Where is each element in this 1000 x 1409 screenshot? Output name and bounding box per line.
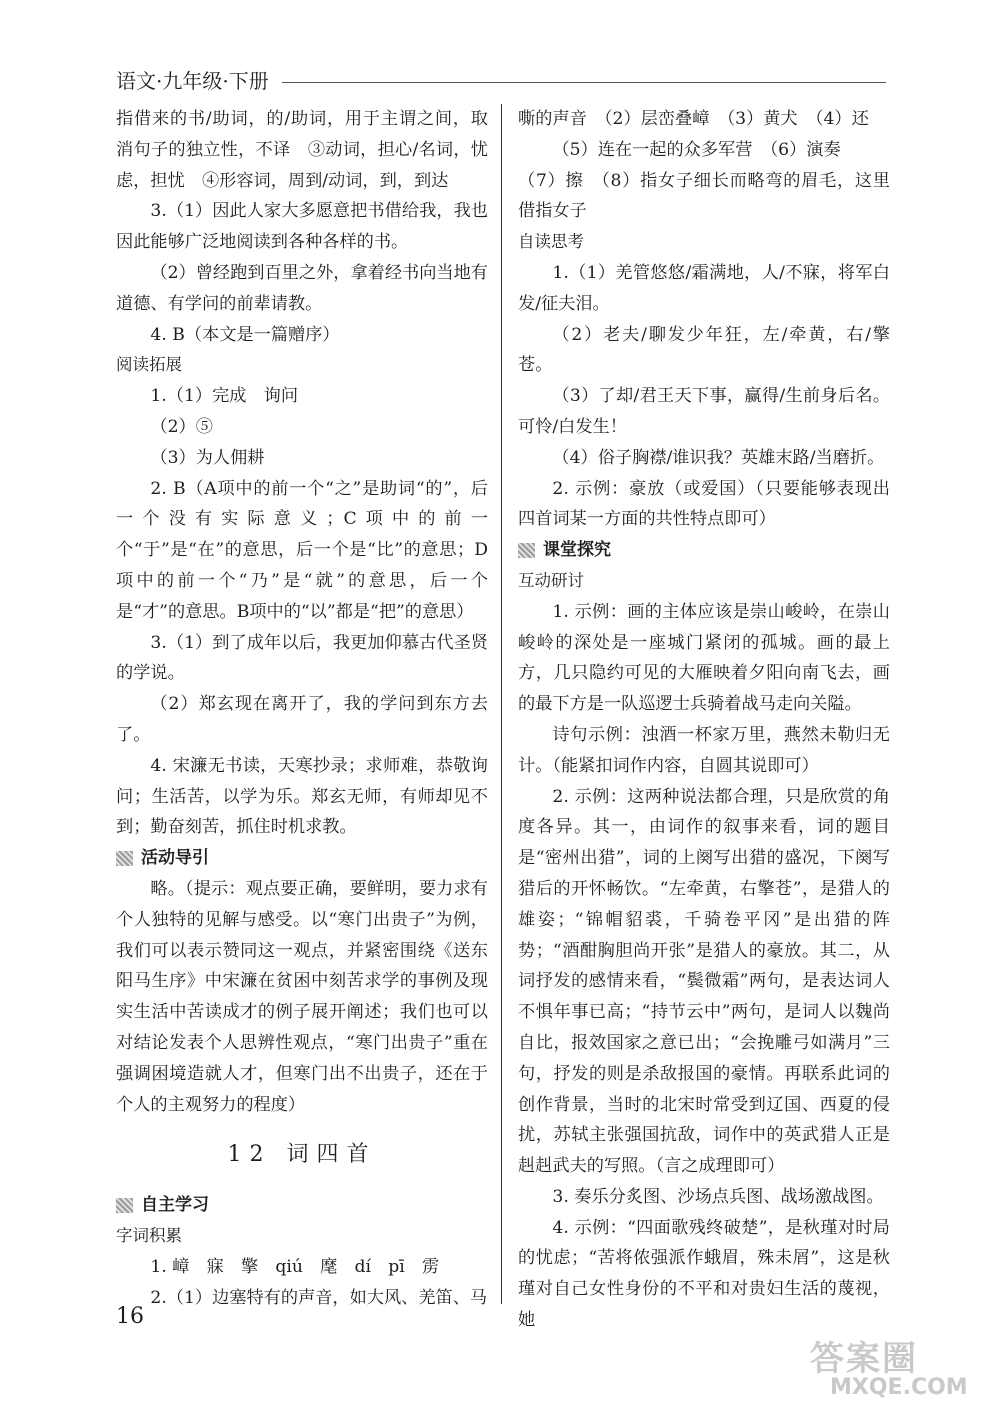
answer-paragraph: （2）郑玄现在离开了，我的学问到东方去了。 [116, 694, 488, 745]
section-heading-text: 活动导引 [141, 848, 209, 869]
running-header [116, 66, 886, 96]
section-heading-text: 课堂探究 [543, 540, 611, 561]
answer-paragraph: 4. B（本文是一篇赠序） [150, 324, 340, 345]
answer-paragraph: 2.（1）边塞特有的声音，如大风、羌笛、马 [150, 1287, 488, 1308]
answer-paragraph: （3）了却/君王天下事，赢得/生前身后名。可怜/白发生！ [518, 386, 890, 437]
section-marker-icon [518, 543, 535, 558]
header-rule [282, 82, 886, 83]
answer-paragraph: 2. 示例：这两种说法都合理，只是欣赏的角度各异。其一，由词作的叙事来看，词的题目是“密州出猎”，词的上阕写出猎的盛况，下阕写猎后的开怀畅饮。“左牵黄，右擎苍”，是猎人的雄姿；“锦帽貂裘，千骑卷平冈”是出猎的阵势；“酒酣胸胆尚开张”是猎人的豪放。其二，从词抒发的感情来看，“鬓微霜”两句，是表达词人不惧年事已高；“持节云中”两句，是词人以魏尚自比，报效国家之意已出；“会挽雕弓如满月”三句，抒发的则是杀敌报国的豪情。再联系此词的创作背景，当时的北宋时常受到辽国、西夏的侵扰，苏轼主张强国抗敌，词作中的英武猎人正是赳赳武夫的写照。（言之成理即可） [518, 786, 890, 1177]
answer-paragraph: 指借来的书/助词，的/助词，用于主谓之间，取消句子的独立性，不译 ③动词，担心/名词，忧虑，担忧 ④形容词，周到/动词，到，到达 [116, 109, 488, 191]
subsection-heading: 互动研讨 [518, 570, 584, 590]
answer-paragraph: 略。（提示：观点要正确，要鲜明，要力求有个人独特的见解与感受。以“寒门出贵子”为例，我们可以表示赞同这一观点，并紧密围绕《送东阳马生序》中宋濂在贫困中刻苦求学的事例及现实生活中苦读成才的例子展开阐述；我们也可以对结论发表个人思辨性观点，“寒门出贵子”重在强调困境造就人才，但寒门出不出贵子，还在于个人的主观努力的程度） [116, 878, 488, 1115]
subsection-heading: 自读思考 [518, 232, 584, 252]
answer-paragraph: 3. 奏乐分炙图、沙场点兵图、战场激战图。 [552, 1186, 884, 1207]
subsection-heading: 阅读拓展 [116, 355, 182, 375]
section-heading [116, 843, 488, 874]
watermark [810, 1340, 980, 1400]
header-title: 语文·九年级·下册 [116, 69, 269, 93]
answer-paragraph: （4）俗子胸襟/谁识我？英雄末路/当磨折。 [552, 447, 885, 468]
subsection-heading: 字词积累 [116, 1226, 182, 1246]
column-divider [501, 104, 502, 1304]
answer-paragraph: 3.（1）到了成年以后，我更加仰慕古代圣贤的学说。 [116, 632, 488, 684]
answer-paragraph: （2）⑤ [150, 416, 213, 437]
answer-paragraph: 3.（1）因此人家大多愿意把书借给我，我也因此能够广泛地阅读到各种各样的书。 [116, 201, 488, 253]
answer-paragraph: （7）擦 （8）指女子细长而略弯的眉毛，这里借指女子 [518, 170, 890, 222]
answer-paragraph: 诗句示例：浊酒一杯家万里，燕然未勒归无计。（能紧扣词作内容，自圆其说即可） [518, 724, 890, 776]
answer-paragraph: （2）老夫/聊发少年狂，左/牵黄，右/擎苍。 [518, 324, 890, 376]
page-number: 16 [116, 1304, 144, 1329]
section-marker-icon [116, 851, 133, 866]
answer-paragraph: （5）连在一起的众多军营 （6）演奏 [552, 139, 841, 160]
answer-paragraph: 4. 宋濂无书读，天寒抄录；求师难，恭敬询问；生活苦，以学为乐。郑玄无师，有师却见不到；勤奋刻苦，抓住时机求教。 [116, 755, 488, 838]
answer-paragraph: 4. 示例：“四面歌残终破楚”，是秋瑾对时局的忧虑；“苦将侬强派作蛾眉，殊未屑”，这是秋瑾对自己女性身份的不平和对贵妇生活的蔑视，她 [518, 1217, 890, 1331]
answer-paragraph: 嘶的声音 （2）层峦叠嶂 （3）黄犬 （4）还 [518, 109, 869, 129]
left-column [116, 104, 488, 1313]
lesson-title: 12 词四首 [227, 1142, 377, 1168]
right-column [518, 104, 890, 1336]
answer-paragraph: 1.（1）完成 询问 [150, 386, 299, 407]
answer-paragraph: （3）为人佣耕 [150, 447, 265, 468]
watermark-logo: 答案圈 [810, 1339, 918, 1379]
answer-paragraph: 1. 嶂 寐 擎 qiú 麾 dí pī 雳 [150, 1256, 440, 1277]
section-heading [518, 535, 890, 566]
section-marker-icon [116, 1198, 133, 1213]
watermark-url: MXQE.COM [830, 1375, 968, 1400]
answer-paragraph: （2）曾经跑到百里之外，拿着经书向当地有道德、有学问的前辈请教。 [116, 262, 488, 314]
section-heading [116, 1190, 488, 1221]
answer-paragraph: 1. 示例：画的主体应该是崇山峻岭，在崇山峻岭的深处是一座城门紧闭的孤城。画的最上方，几只隐约可见的大雁映着夕阳向南飞去，画的最下方是一队巡逻士兵骑着战马走向关隘。 [518, 601, 890, 715]
answer-paragraph: 2. 示例：豪放（或爱国）（只要能够表现出四首词某一方面的共性特点即可） [518, 478, 890, 530]
answer-paragraph: 2. B（A项中的前一个“之”是助词“的”，后一个没有实际意义；C项中的前一个“于”是“在”的意思，后一个是“比”的意思；D项中的前一个“乃”是“就”的意思，后一个是“才”的意思。B项中的“以”都是“把”的意思） [116, 478, 488, 622]
section-heading-text: 自主学习 [141, 1195, 209, 1216]
answer-paragraph: 1.（1）羌管悠悠/霜满地，人/不寐，将军白发/征夫泪。 [518, 262, 890, 314]
